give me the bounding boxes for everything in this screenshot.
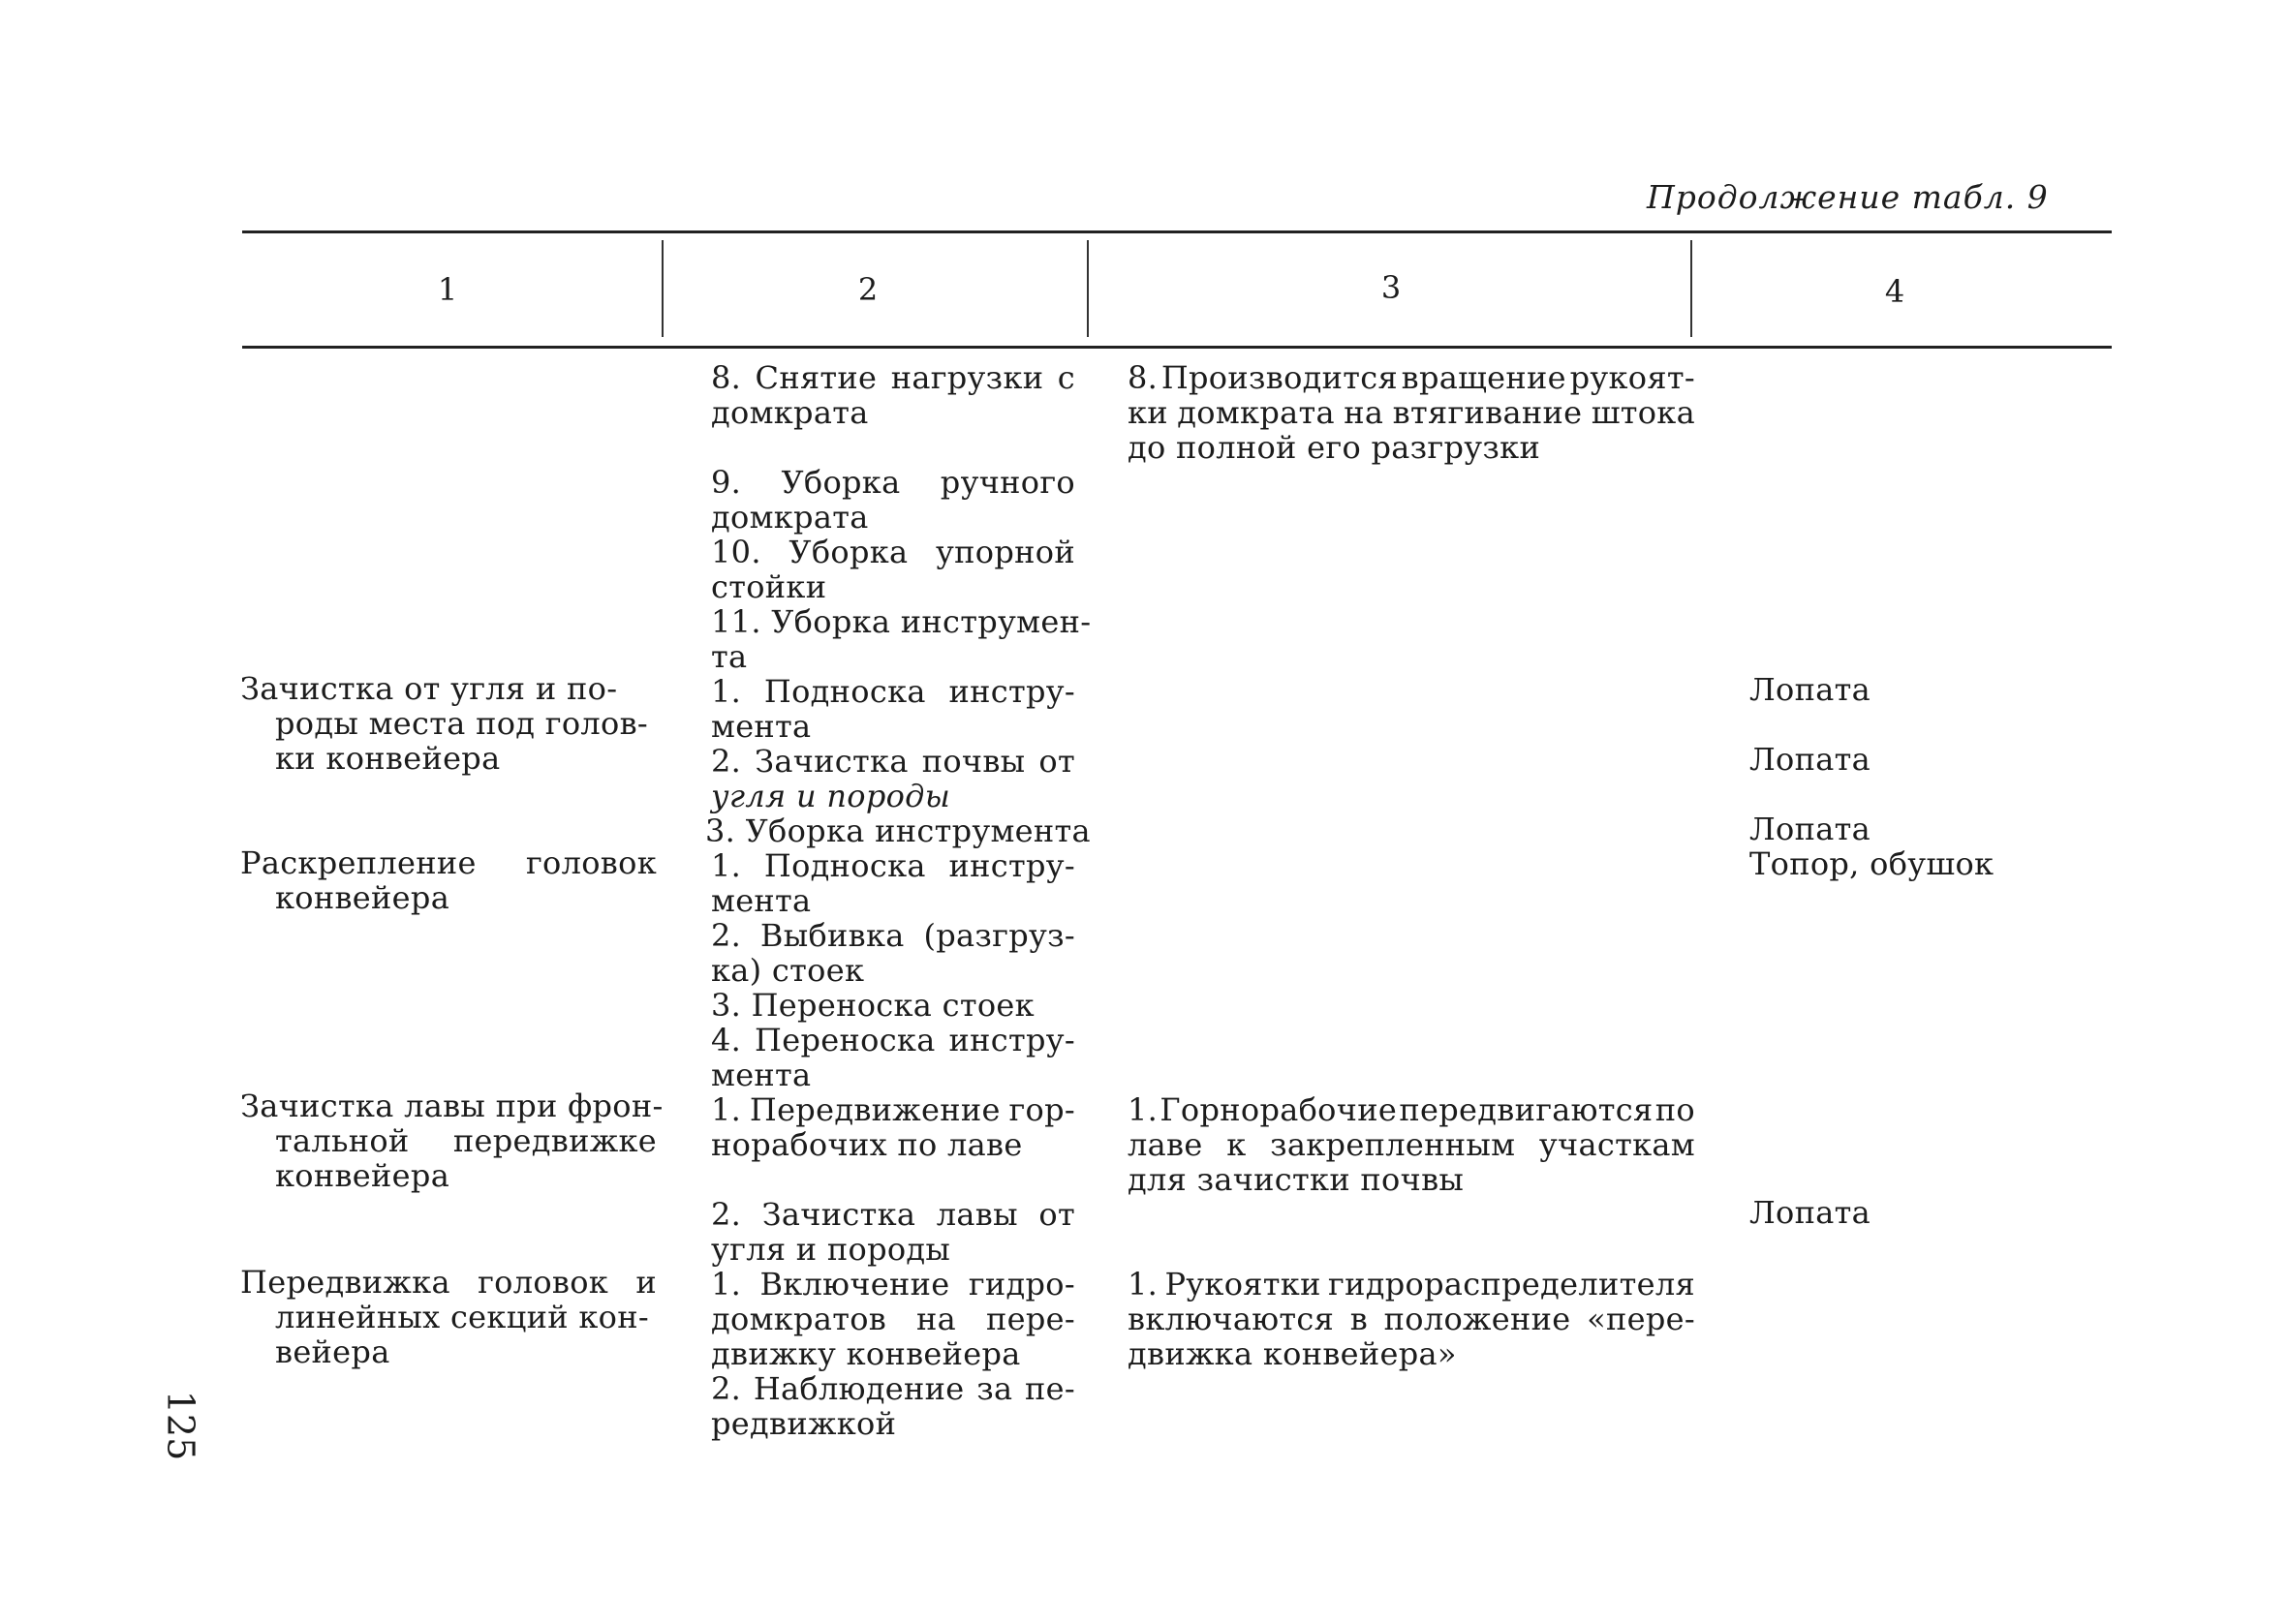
description-line xyxy=(1128,360,1695,395)
word: штока xyxy=(1591,394,1695,431)
step-line xyxy=(711,1302,1075,1336)
column-header-1: 1 xyxy=(437,271,458,308)
tool-axe-hammer: Топор, обушок xyxy=(1749,845,1994,882)
word: 2. xyxy=(711,1196,742,1233)
word: домкрата xyxy=(1177,394,1335,431)
page-number: 125 xyxy=(159,1390,202,1461)
operation-conveyor-advance-line-1 xyxy=(240,1265,657,1300)
word: в xyxy=(1349,1301,1369,1337)
word: домкратов xyxy=(711,1301,887,1337)
step-line: движку конвейера xyxy=(711,1335,1021,1372)
word: рукоят- xyxy=(1569,359,1695,396)
word: Передвижение xyxy=(749,1091,1001,1128)
operation-conveyor-advance-line-2: линейных секций кон- xyxy=(275,1299,649,1335)
word: «пере- xyxy=(1587,1301,1695,1337)
step-line xyxy=(711,1023,1075,1057)
description-line xyxy=(1128,1302,1695,1336)
step-line xyxy=(711,1197,1075,1232)
word: 9. xyxy=(711,464,742,501)
tool-shovel: Лопата xyxy=(1749,811,1871,847)
word: Включение xyxy=(759,1266,950,1302)
word: от xyxy=(1038,743,1075,780)
step-line xyxy=(711,1371,1075,1406)
step-line xyxy=(711,848,1075,883)
word: включаются xyxy=(1128,1301,1335,1337)
step-line xyxy=(711,918,1075,953)
word: 1. xyxy=(711,1266,742,1302)
column-header-3: 3 xyxy=(1380,269,1402,306)
word: Зачистка xyxy=(761,1196,916,1233)
step-line xyxy=(711,1267,1075,1302)
word: головок xyxy=(478,1264,609,1301)
step-line: мента xyxy=(711,882,812,919)
step-line: угля и породы xyxy=(711,778,951,814)
word: пе- xyxy=(1025,1370,1075,1407)
word: передвигаются xyxy=(1399,1091,1654,1128)
word: за xyxy=(976,1370,1013,1407)
operation-unbracing-line-1 xyxy=(240,845,657,880)
word: Уборка xyxy=(788,534,909,570)
operation-conveyor-advance-line-3: вейера xyxy=(275,1333,390,1370)
word: 2. xyxy=(711,917,742,954)
word: закрепленным xyxy=(1270,1126,1516,1163)
operation-unbracing-line-2: конвейера xyxy=(275,879,450,916)
word: ручного xyxy=(940,464,1075,501)
step-line xyxy=(711,1092,1075,1127)
word: ки xyxy=(1128,394,1168,431)
word: Горнорабочие xyxy=(1159,1091,1398,1128)
word: Подноска xyxy=(763,847,926,884)
word: лаве xyxy=(1128,1126,1203,1163)
description-line xyxy=(1128,1092,1695,1127)
word: положение xyxy=(1383,1301,1571,1337)
tool-shovel: Лопата xyxy=(1749,671,1871,708)
step-line xyxy=(711,674,1075,709)
word: Подноска xyxy=(763,673,926,710)
word: и xyxy=(635,1264,657,1301)
word: 1. xyxy=(1128,1091,1159,1128)
word: к xyxy=(1226,1126,1247,1163)
table-header-bottom-rule xyxy=(242,346,2112,349)
word: Производится xyxy=(1160,359,1398,396)
word: инстру- xyxy=(948,673,1075,710)
word: инстру- xyxy=(948,847,1075,884)
operation-face-cleaning-line-3: конвейера xyxy=(275,1157,450,1194)
word: с xyxy=(1057,359,1075,396)
description-line: движка конвейера» xyxy=(1128,1335,1457,1372)
step-line: домкрата xyxy=(711,394,869,431)
word: Наблюдение xyxy=(753,1370,965,1407)
word: 2. xyxy=(711,1370,742,1407)
tool-shovel: Лопата xyxy=(1749,741,1871,778)
step-line: угля и породы xyxy=(711,1231,951,1268)
operation-cleaning-head-line-3: ки конвейера xyxy=(275,740,501,777)
operation-face-cleaning-line-1: Зачистка лавы при фрон- xyxy=(240,1088,664,1124)
description-line: до полной его разгрузки xyxy=(1128,429,1541,466)
description-line: для зачистки почвы xyxy=(1128,1161,1465,1198)
description-line xyxy=(1128,1267,1695,1302)
word: Раскрепление xyxy=(240,844,477,881)
table-top-rule xyxy=(242,230,2112,233)
word: участкам xyxy=(1538,1126,1695,1163)
step-line: ка) стоек xyxy=(711,952,865,989)
description-line xyxy=(1128,1127,1695,1162)
word: 10. xyxy=(711,534,761,570)
word: от xyxy=(1038,1196,1075,1233)
table-caption: Продолжение табл. 9 xyxy=(1647,178,2049,216)
word: тальной xyxy=(275,1122,410,1159)
word: Переноска xyxy=(755,1022,936,1058)
word: 1. xyxy=(1128,1266,1159,1302)
word: Передвижка xyxy=(240,1264,450,1301)
word: 8. xyxy=(711,359,742,396)
step-line: стойки xyxy=(711,568,827,605)
step-line: 3. Уборка инструмента xyxy=(705,812,1091,849)
word: головок xyxy=(525,844,657,881)
word: передвижке xyxy=(452,1122,657,1159)
word: Снятие xyxy=(755,359,878,396)
word: 1. xyxy=(711,1091,742,1128)
step-line: норабочих по лаве xyxy=(711,1126,1023,1163)
operation-cleaning-head-line-2: роды места под голов- xyxy=(275,705,649,742)
word: вращение xyxy=(1401,359,1566,396)
word: пере- xyxy=(986,1301,1075,1337)
operation-cleaning-head-line-1: Зачистка от угля и по- xyxy=(240,670,618,707)
word: гидро- xyxy=(968,1266,1075,1302)
word: Выбивка xyxy=(759,917,905,954)
word: 1. xyxy=(711,673,742,710)
word: 2. xyxy=(711,743,742,780)
word: инстру- xyxy=(948,1022,1075,1058)
step-line xyxy=(711,360,1075,395)
word: 1. xyxy=(711,847,742,884)
step-line xyxy=(711,744,1075,779)
description-line xyxy=(1128,395,1695,430)
column-divider-2 xyxy=(1087,240,1089,337)
step-line: редвижкой xyxy=(711,1405,897,1442)
word: 4. xyxy=(711,1022,742,1058)
tool-shovel: Лопата xyxy=(1749,1194,1871,1231)
step-line: домкрата xyxy=(711,499,869,536)
operation-face-cleaning-line-2 xyxy=(275,1123,657,1158)
step-line: 3. Переноска стоек xyxy=(711,987,1035,1024)
word: лавы xyxy=(936,1196,1018,1233)
word: Уборка xyxy=(781,464,901,501)
column-divider-3 xyxy=(1690,240,1692,337)
word: на xyxy=(916,1301,957,1337)
column-divider-1 xyxy=(662,240,664,337)
word: гор- xyxy=(1008,1091,1075,1128)
word: Рукоятки xyxy=(1164,1266,1321,1302)
word: втягивание xyxy=(1392,394,1583,431)
word: почвы xyxy=(921,743,1026,780)
word: (разгруз- xyxy=(923,917,1075,954)
step-line: та xyxy=(711,638,748,675)
word: нагрузки xyxy=(890,359,1044,396)
word: 8. xyxy=(1128,359,1159,396)
word: Зачистка xyxy=(755,743,909,780)
word: упорной xyxy=(936,534,1075,570)
step-line: мента xyxy=(711,1057,812,1093)
column-header-4: 4 xyxy=(1884,273,1905,310)
word: по xyxy=(1654,1091,1695,1128)
word: гидрораспределителя xyxy=(1328,1266,1695,1302)
step-line: 11. Уборка инструмен- xyxy=(711,603,1092,640)
step-line xyxy=(711,465,1075,500)
step-line: мента xyxy=(711,708,812,745)
column-header-2: 2 xyxy=(857,271,879,308)
word: на xyxy=(1344,394,1384,431)
step-line xyxy=(711,535,1075,569)
